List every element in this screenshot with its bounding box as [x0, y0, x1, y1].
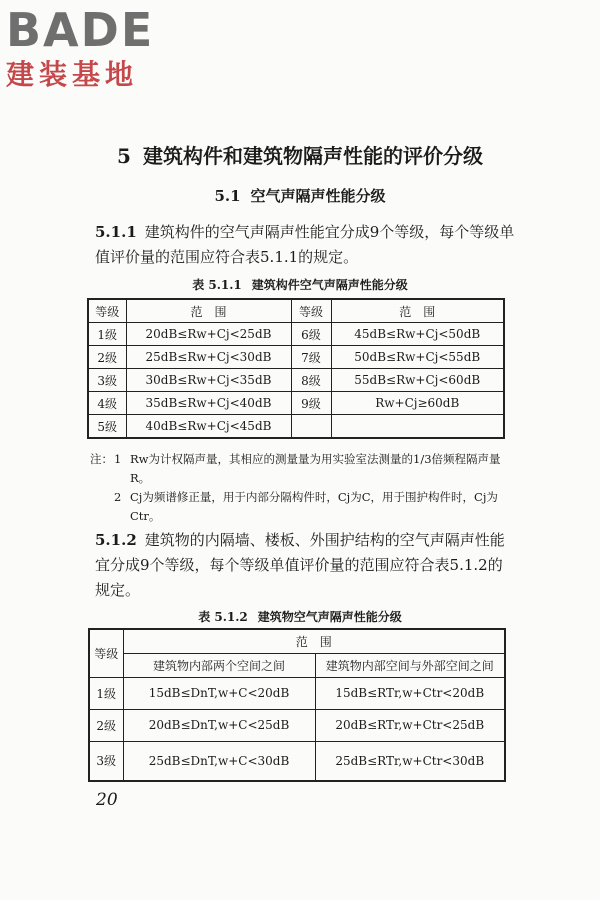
table-row	[89, 741, 505, 781]
note-number: 1	[114, 452, 122, 466]
table2-caption	[0, 608, 600, 625]
clause-5-1-1	[95, 220, 515, 270]
note-item	[90, 450, 520, 488]
table-row	[88, 415, 504, 439]
table1-caption-number: 表 5.1.1	[192, 278, 242, 292]
grade-cell: 9级	[291, 392, 331, 415]
range-cell: 15dB≤RTr,w+Ctr<20dB	[315, 677, 505, 709]
table-5-1-2	[88, 628, 506, 782]
table1-notes	[90, 450, 520, 526]
table-row	[89, 677, 505, 709]
chapter-number: 5	[117, 144, 131, 168]
range-cell: 30dB≤Rw+Cj<35dB	[126, 369, 291, 392]
range-cell: 25dB≤DnT,w+C<30dB	[123, 741, 315, 781]
range-cell: 20dB≤RTr,w+Ctr<25dB	[315, 709, 505, 741]
logo-wordmark: BADE	[6, 3, 155, 57]
table1-caption	[0, 276, 600, 293]
grade-cell: 7级	[291, 346, 331, 369]
range-cell: Rw+Cj≥60dB	[331, 392, 504, 415]
header-grade: 等级	[291, 299, 331, 323]
range-cell: 35dB≤Rw+Cj<40dB	[126, 392, 291, 415]
section-title: 空气声隔声性能分级	[250, 187, 386, 205]
table-subheader-row	[89, 653, 505, 677]
header-range: 范 围	[331, 299, 504, 323]
range-cell: 25dB≤RTr,w+Ctr<30dB	[315, 741, 505, 781]
header-internal: 建筑物内部两个空间之间	[123, 653, 315, 677]
grade-cell: 2级	[88, 346, 126, 369]
grade-cell: 1级	[88, 323, 126, 346]
section-number: 5.1	[214, 187, 241, 205]
grade-cell: 2级	[89, 709, 123, 741]
section-heading	[0, 185, 600, 206]
table-row	[88, 392, 504, 415]
range-cell: 25dB≤Rw+Cj<30dB	[126, 346, 291, 369]
table2-caption-title: 建筑物空气声隔声性能分级	[257, 610, 402, 624]
range-cell: 15dB≤DnT,w+C<20dB	[123, 677, 315, 709]
grade-cell: 1级	[89, 677, 123, 709]
logo	[6, 4, 154, 92]
table-5-1-1	[87, 298, 505, 439]
table-header-row	[88, 299, 504, 323]
range-cell	[331, 415, 504, 439]
range-cell: 20dB≤DnT,w+C<25dB	[123, 709, 315, 741]
chapter-heading	[0, 140, 600, 169]
table-row	[88, 369, 504, 392]
header-grade: 等级	[88, 299, 126, 323]
table-row	[89, 709, 505, 741]
clause-number: 5.1.2	[95, 531, 137, 549]
clause-text: 建筑物的内隔墙、楼板、外围护结构的空气声隔声性能宜分成9个等级，每个等级单值评价量的范围应符合表5.1.2的规定。	[95, 531, 505, 599]
range-cell: 55dB≤Rw+Cj<60dB	[331, 369, 504, 392]
clause-text: 建筑构件的空气声隔声性能宜分成9个等级，每个等级单值评价量的范围应符合表5.1.1的规定。	[95, 223, 515, 266]
header-range: 范 围	[123, 629, 505, 653]
range-cell: 45dB≤Rw+Cj<50dB	[331, 323, 504, 346]
note-text: Rw为计权隔声量，其相应的测量量为用实验室法测量的1/3倍频程隔声量R。	[130, 452, 501, 485]
grade-cell: 6级	[291, 323, 331, 346]
range-cell: 50dB≤Rw+Cj<55dB	[331, 346, 504, 369]
header-grade: 等级	[89, 629, 123, 677]
table-row	[88, 346, 504, 369]
header-range: 范 围	[126, 299, 291, 323]
logo-subtitle: 建装基地	[6, 58, 139, 91]
range-cell: 20dB≤Rw+Cj<25dB	[126, 323, 291, 346]
note-item	[90, 488, 520, 526]
table-row	[88, 323, 504, 346]
grade-cell: 3级	[89, 741, 123, 781]
table-header-row	[89, 629, 505, 653]
clause-5-1-2	[95, 528, 515, 603]
note-text: Cj为频谱修正量，用于内部分隔构件时，Cj为C，用于围护构件时，Cj为Ctr。	[130, 490, 498, 523]
grade-cell: 4级	[88, 392, 126, 415]
table1-caption-title: 建筑构件空气声隔声性能分级	[251, 278, 408, 292]
clause-number: 5.1.1	[95, 223, 137, 241]
grade-cell: 8级	[291, 369, 331, 392]
note-label: 注：	[90, 452, 113, 466]
page-number: 20	[96, 790, 118, 810]
grade-cell	[291, 415, 331, 439]
note-number: 2	[114, 490, 122, 504]
range-cell: 40dB≤Rw+Cj<45dB	[126, 415, 291, 439]
table2-caption-number: 表 5.1.2	[198, 610, 248, 624]
grade-cell: 3级	[88, 369, 126, 392]
header-external: 建筑物内部空间与外部空间之间	[315, 653, 505, 677]
chapter-title: 建筑构件和建筑物隔声性能的评价分级	[142, 144, 483, 168]
grade-cell: 5级	[88, 415, 126, 439]
